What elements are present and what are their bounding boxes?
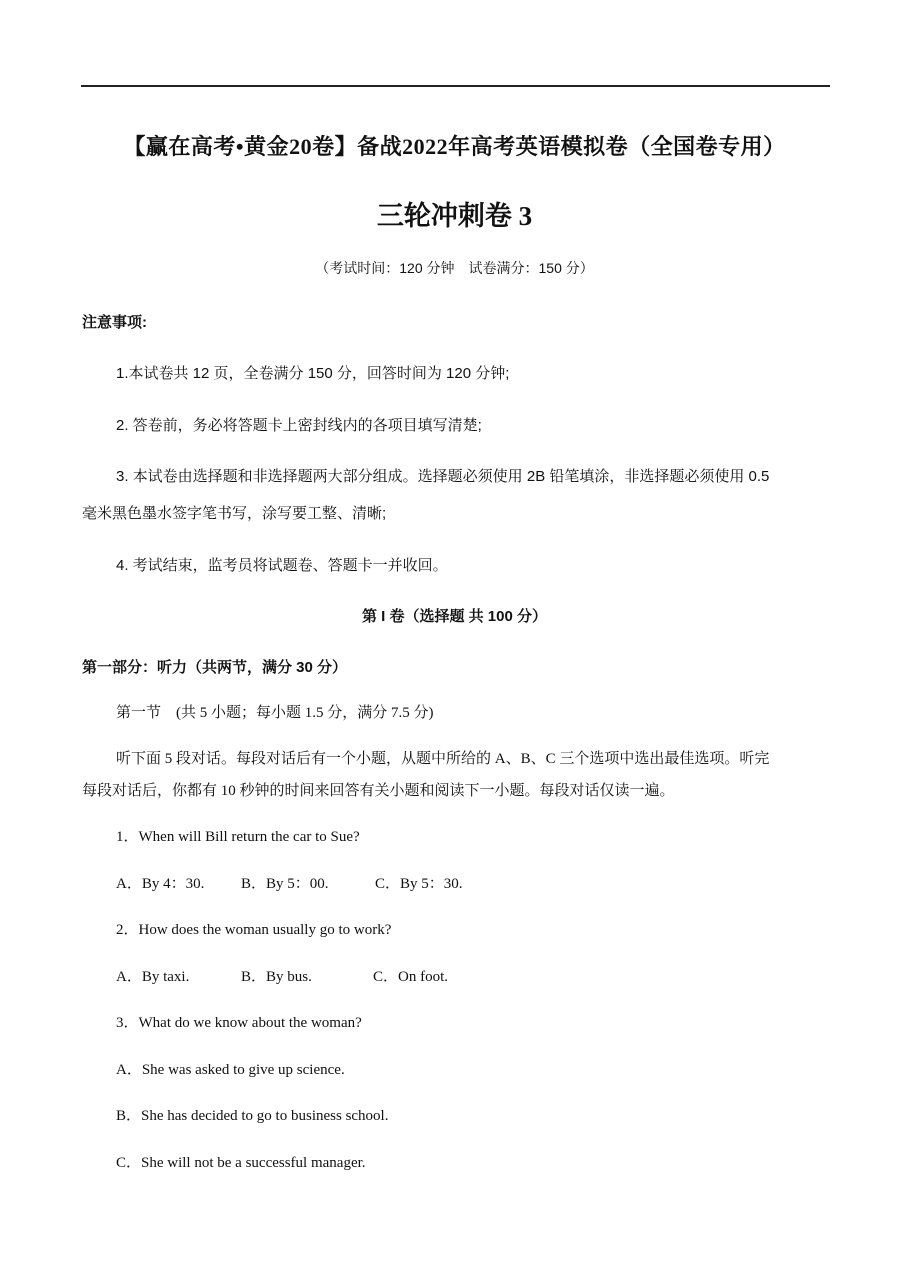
part-title: 第 I 卷（选择题 共 100 分）: [361, 608, 548, 625]
question-3-option-a: A．She was asked to give up science.: [116, 1062, 345, 1078]
question-1-option-a: A．By 4：30.: [116, 876, 205, 892]
question-2-option-c: C．On foot.: [373, 969, 449, 985]
note-item-3: 3. 本试卷由选择题和非选择题两大部分组成。选择题必须使用 2B 铅笔填涂，非选择题必须使用 0.5: [116, 468, 770, 485]
document-title: 【赢在高考•黄金20卷】备战2022年高考英语模拟卷（全国卷专用）: [123, 134, 786, 159]
note-item-1: 1.本试卷共 12 页，全卷满分 150 分，回答时间为 120 分钟;: [116, 365, 510, 382]
exam-info: （考试时间：120 分钟 试卷满分：150 分）: [315, 260, 594, 276]
question-1-option-c: C．By 5：30.: [375, 876, 463, 892]
document-subtitle: 三轮冲刺卷 3: [376, 201, 533, 231]
note-item-4: 4. 考试结束，监考员将试题卷、答题卡一并收回。: [116, 557, 448, 574]
question-2-stem: 2．How does the woman usually go to work?: [116, 922, 392, 938]
notes-heading: 注意事项:: [82, 314, 147, 331]
section-heading: 第一部分：听力（共两节，满分 30 分）: [82, 659, 348, 676]
question-3-option-b: B．She has decided to go to business school.: [116, 1108, 389, 1124]
instructions-line-1: 听下面 5 段对话。每段对话后有一个小题，从题中所给的 A、B、C 三个选项中选出最佳选项。听完: [116, 751, 770, 767]
question-2-option-b: B．By bus.: [241, 969, 312, 985]
question-3-stem: 3．What do we know about the woman?: [116, 1015, 362, 1031]
question-1-stem: 1．When will Bill return the car to Sue?: [116, 829, 360, 845]
note-item-2: 2. 答卷前，务必将答题卡上密封线内的各项目填写清楚;: [116, 417, 482, 434]
header-rule: [81, 85, 830, 87]
question-3-option-c: C．She will not be a successful manager.: [116, 1155, 366, 1171]
question-1-option-b: B．By 5：00.: [241, 876, 329, 892]
note-item-3-continued: 毫米黑色墨水签字笔书写，涂写要工整、清晰;: [82, 505, 387, 522]
subsection-heading: 第一节 (共 5 小题；每小题 1.5 分，满分 7.5 分): [116, 705, 434, 721]
instructions-line-2: 每段对话后，你都有 10 秒钟的时间来回答有关小题和阅读下一小题。每段对话仅读一遍。: [82, 783, 675, 799]
question-2-option-a: A．By taxi.: [116, 969, 190, 985]
